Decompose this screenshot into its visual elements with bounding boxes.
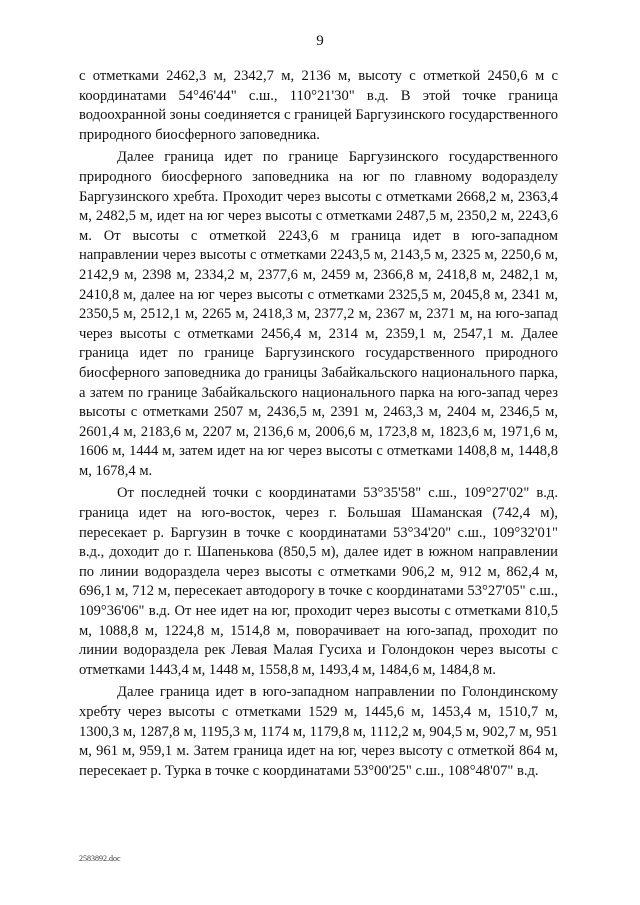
page-number: 9	[316, 33, 324, 49]
paragraph-golondinsky-ridge: Далее граница идет в юго-западном направлении по Голондинскому хребту через высоты с отметками 1529 м, 1445,6 м, 1453,4 м, 1510,7 м, 1300,3 м, 1287,8 м, 1195,3 м, 1174 м, 1179,8 м, 1112,2 м, 904,5 м, 902,7 м, 951 м, 961 м, 959,1 м. Затем граница идет на юг, через высоту с отметкой 864 м, пересекает р. Турка в точке с координатами 53°00'25" с.ш., 108°48'07" в.д.	[79, 684, 558, 779]
footer-filename: 2583892.doc	[79, 854, 121, 863]
paragraph-barguzin-reserve: Далее граница идет по границе Баргузинского государственного природного биосферного заповедника на юг по главному водоразделу Баргузинского хребта. Проходит через высоты с отметками 2668,2 м, 2363,4 м, 2482,5 м, идет на юг через высоты с отметками 2487,5 м, 2350,2 м, 2243,6 м. От высоты с отметкой 2243,6 м граница идет в юго-западном направлении через высоты с отметками 2243,5 м, 2143,5 м, 2325 м, 2250,6 м, 2142,9 м, 2398 м, 2334,2 м, 2377,6 м, 2459 м, 2366,8 м, 2418,8 м, 2482,1 м, 2410,8 м, далее на юг через высоты с отметками 2325,5 м, 2045,8 м, 2341 м, 2350,5 м, 2512,1 м, 2265 м, 2418,3 м, 2377,2 м, 2367 м, 2371 м, на юго-запад через высоты с отметками 2456,4 м, 2314 м, 2359,1 м, 2547,1 м. Далее граница идет по границе Баргузинского государственного природного биосферного заповедника до границы Забайкальского национального парка, а затем по границе Забайкальского национального парка на юго-запад через высоты с отметками 2507 м, 2436,5 м, 2391 м, 2463,3 м, 2404 м, 2346,5 м, 2601,4 м, 2183,6 м, 2207 м, 2136,6 м, 2006,6 м, 1723,8 м, 1823,6 м, 1971,6 м, 1606 м, 1444 м, затем идет на юг через высоты с отметками 1408,8 м, 1448,8 м, 1678,4 м.	[79, 149, 558, 479]
paragraph-continuation: с отметками 2462,3 м, 2342,7 м, 2136 м, высоту с отметкой 2450,6 м с координатами 54°46'44" с.ш., 110°21'30" в.д. В этой точке граница водоохранной зоны соединяется с границей Баргузинского государственного природного биосферного заповедника.	[79, 68, 558, 143]
paragraph-southeast-route: От последней точки с координатами 53°35'58" с.ш., 109°27'02" в.д. граница идет на юго-восток, через г. Большая Шаманская (742,4 м), пересекает р. Баргузин в точке с координатами 53°34'20" с.ш., 109°32'01" в.д., доходит до г. Шапенькова (850,5 м), далее идет в южном направлении по линии водораздела через высоты с отметками 906,2 м, 912 м, 862,4 м, 696,1 м, 712 м, пересекает автодорогу в точке с координатами 53°27'05" с.ш., 109°36'06" в.д. От нее идет на юг, проходит через высоты с отметками 810,5 м, 1088,8 м, 1224,8 м, 1514,8 м, поворачивает на юго-запад, проходит по линии водораздела рек Левая Малая Гусиха и Голондокон через высоты с отметками 1443,4 м, 1448 м, 1558,8 м, 1493,4 м, 1484,6 м, 1484,8 м.	[79, 485, 558, 678]
document-body	[79, 67, 558, 784]
